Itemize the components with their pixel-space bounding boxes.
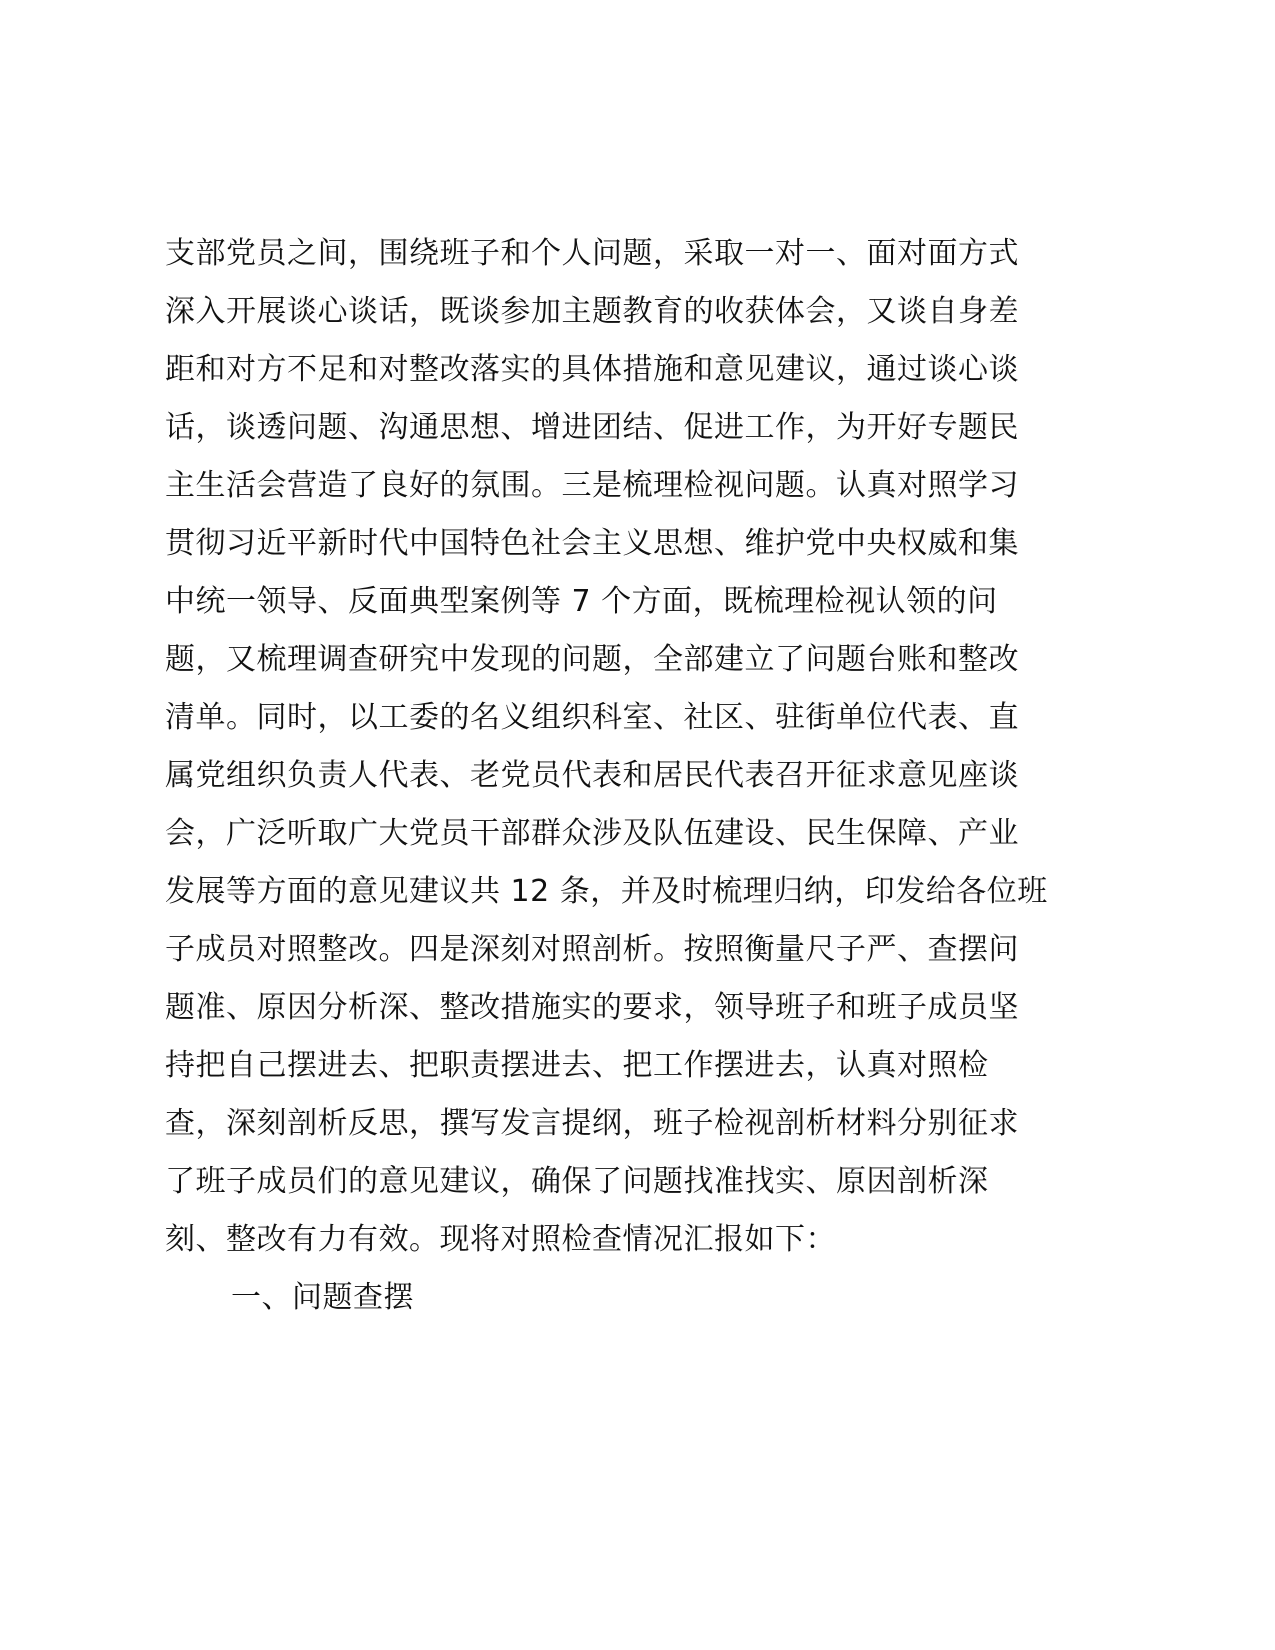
text-line: 持把自己摆进去、把职责摆进去、把工作摆进去，认真对照检 xyxy=(165,1048,989,1083)
text-line: 刻、整改有力有效。现将对照检查情况汇报如下： xyxy=(165,1222,836,1257)
body-paragraph xyxy=(165,225,1125,1327)
text-line: 发展等方面的意见建议共 12 条，并及时梳理归纳，印发给各位班 xyxy=(165,874,1048,909)
text-line: 查，深刻剖析反思，撰写发言提纲，班子检视剖析材料分别征求 xyxy=(165,1106,1019,1141)
text-line: 距和对方不足和对整改落实的具体措施和意见建议，通过谈心谈 xyxy=(165,352,1019,387)
text-line: 主生活会营造了良好的氛围。三是梳理检视问题。认真对照学习 xyxy=(165,468,1019,503)
text-line: 清单。同时，以工委的名义组织科室、社区、驻街单位代表、直 xyxy=(165,700,1019,735)
section-heading: 一、问题查摆 xyxy=(231,1280,414,1315)
text-line: 话，谈透问题、沟通思想、增进团结、促进工作，为开好专题民 xyxy=(165,410,1019,445)
text-line: 子成员对照整改。四是深刻对照剖析。按照衡量尺子严、查摆问 xyxy=(165,932,1019,967)
text-line: 题准、原因分析深、整改措施实的要求，领导班子和班子成员坚 xyxy=(165,990,1019,1025)
text-line: 会，广泛听取广大党员干部群众涉及队伍建设、民生保障、产业 xyxy=(165,816,1019,851)
text-line: 贯彻习近平新时代中国特色社会主义思想、维护党中央权威和集 xyxy=(165,526,1019,561)
text-line: 深入开展谈心谈话，既谈参加主题教育的收获体会，又谈自身差 xyxy=(165,294,1019,329)
text-line: 中统一领导、反面典型案例等 7 个方面，既梳理检视认领的问 xyxy=(165,584,998,619)
text-line: 属党组织负责人代表、老党员代表和居民代表召开征求意见座谈 xyxy=(165,758,1019,793)
text-line: 了班子成员们的意见建议，确保了问题找准找实、原因剖析深 xyxy=(165,1164,989,1199)
text-line: 题，又梳理调查研究中发现的问题，全部建立了问题台账和整改 xyxy=(165,642,1019,677)
text-line: 支部党员之间，围绕班子和个人问题，采取一对一、面对面方式 xyxy=(165,236,1019,271)
